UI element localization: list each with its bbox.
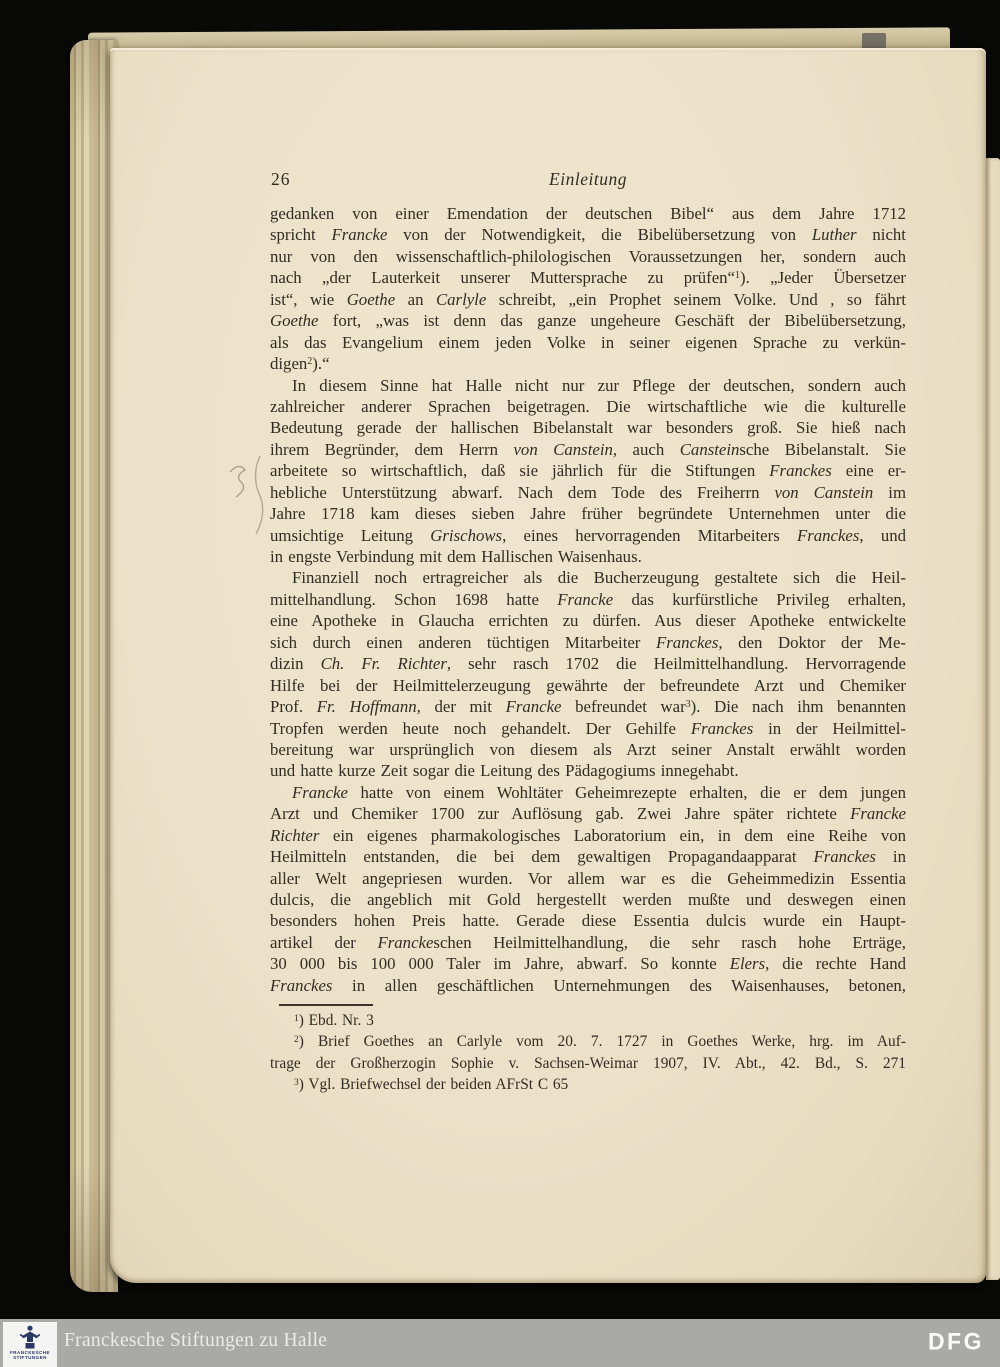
page-number: 26 [271,169,291,189]
viewer-bottom-bar [0,1319,1000,1367]
text-line: Finanziell noch ertragreicher als die Bucherzeugung gestaltete sich die Heil- [292,568,906,588]
text-line: aller Welt angepriesen wurden. Vor allem war es die Geheimmedizin Essentia [270,868,906,888]
text-line: $^1$) Ebd. Nr. 3 [294,1012,374,1030]
logo-text-line1: FRANCKESCHE [9,1350,51,1355]
footnote-rule [279,1004,373,1006]
text-line: sich durch einen anderen tüchtigen Mitarbeiter Franckes, den Doktor der Me- [270,632,906,652]
body-paragraphs [270,203,906,996]
next-page-edge [986,158,1000,1280]
text-line: bereitung war ursprünglich von diesem als Arzt seiner Anstalt erwählt worden [270,739,906,759]
text-line: Bedeutung gerade der hallischen Bibelanstalt war besonders groß. Sie hieß nach [270,418,906,438]
text-line: besonders hohen Preis hatte. Gerade diese Essentia dulcis wurde ein Haupt- [270,911,906,931]
paragraph [270,375,906,568]
text-line: Hilfe bei der Heilmittelerzeugung gewährte der befreundete Arzt und Chemiker [270,675,906,695]
text-line: in engste Verbindung mit dem Hallischen Waisenhaus. [270,547,642,566]
viewer-bar-title: Franckesche Stiftungen zu Halle [64,1330,328,1351]
paragraph [270,1074,906,1095]
paragraph [270,567,906,781]
text-line: hebliche Unterstützung abwarf. Nach dem Tode des Freiherrn von Canstein im [270,482,906,502]
text-line: arbeitete so wirtschaftlich, daß sie jährlich für die Stiftungen Franckes eine er- [270,461,906,481]
text-line: dulcis, die angeblich mit Gold hergestellt werden mußte und deswegen einen [270,890,906,909]
page-text [270,203,906,1095]
paragraph [270,1010,906,1031]
text-line: Goethe fort, „was ist denn das ganze ungeheure Geschäft der Bibelübersetzung, [270,311,906,331]
pencil-margin-marks [220,450,268,540]
text-line: dizin Ch. Fr. Richter, sehr rasch 1702 die Heilmittelhandlung. Hervorragende [270,654,906,674]
text-line: ist“, wie Goethe an Carlyle schreibt, „ein Prophet seinem Volke. Und , so fährt [270,289,906,309]
franckesche-stiftungen-logo[interactable] [3,1322,57,1367]
text-line: nur von den wissenschaftlich-philologischen Voraussetzungen her, sondern auch [270,246,906,266]
paragraph [270,1031,906,1074]
text-line: spricht Francke von der Notwendigkeit, die Bibelübersetzung von Luther nicht [270,225,906,245]
text-line: In diesem Sinne hat Halle nicht nur zur Pflege der deutschen, sondern auch [292,375,906,395]
text-line: Jahre 1718 kam dieses sieben Jahre früher begründete Unternehmen unter die [270,504,906,524]
footnotes [270,1010,906,1095]
text-line: ihrem Begründer, dem Herrn von Canstein, auch Cansteinsche Bibelanstalt. Sie [270,439,906,459]
text-line: Franckes in allen geschäftlichen Unternehmungen des Waisenhauses, betonen, [270,975,906,995]
text-line: Arzt und Chemiker 1700 zur Auflösung gab. Zwei Jahre später richtete Francke [270,804,906,824]
paragraph [270,203,906,375]
text-line: Richter ein eigenes pharmakologisches Laboratorium ein, in dem eine Reihe von [270,825,906,845]
page-header [270,169,906,193]
text-line: Francke hatte von einem Wohltäter Geheimrezepte erhalten, die er dem jungen [292,782,906,802]
text-line: zahlreicher anderer Sprachen beigetragen. Die wirtschaftliche wie die kulturelle [270,396,906,416]
text-line: 30 000 bis 100 000 Taler im Jahre, abwarf. So konnte Elers, die rechte Hand [270,954,906,974]
running-header: Einleitung [549,169,627,189]
dfg-logo[interactable]: DFG [927,1327,984,1355]
text-line: trage der Großherzogin Sophie v. Sachsen-Weimar 1907, IV. Abt., 42. Bd., S. 271 [270,1054,906,1072]
text-line: $^3$) Vgl. Briefwechsel der beiden AFrSt C 65 [294,1076,569,1094]
logo-text-line2: STIFTUNGEN [13,1355,47,1361]
text-line: Tropfen werden heute noch gehandelt. Der Gehilfe Franckes in der Heilmittel- [270,718,906,738]
text-line: als das Evangelium einem jeden Volke in seiner eigenen Sprache zu verkün- [270,332,906,352]
francke-figure-icon [19,1325,41,1349]
text-line: Prof. Fr. Hoffmann, der mit Francke befreundet war$^3$). Die nach ihm benannten [270,697,906,717]
text-line: digen$^2$).“ [270,354,330,374]
text-line: umsichtige Leitung Grischows, eines hervorragenden Mitarbeiters Franckes, und [270,525,906,545]
text-line: mittelhandlung. Schon 1698 hatte Francke das kurfürstliche Privileg erhalten, [270,589,906,609]
text-line: artikel der Franckeschen Heilmittelhandlung, die sehr rasch hohe Erträge, [270,932,906,952]
text-line: gedanken von einer Emendation der deutschen Bibel“ aus dem Jahre 1712 [270,204,906,223]
text-line: $^2$) Brief Goethes an Carlyle vom 20. 7. 1727 in Goethes Werke, hrg. im Auf- [294,1033,906,1051]
text-line: und hatte kurze Zeit sogar die Leitung des Pädagogiums innegehabt. [270,761,739,781]
text-line: eine Apotheke in Glaucha errichten zu dürfen. Aus dieser Apotheke entwickelte [270,611,906,631]
text-line: Heilmitteln entstanden, die bei dem gewaltigen Propagandaapparat Franckes in [270,847,906,867]
paragraph [270,782,906,996]
text-line: nach „der Lauterkeit unserer Muttersprache zu prüfen“$^1$). „Jeder Übersetzer [270,268,906,288]
